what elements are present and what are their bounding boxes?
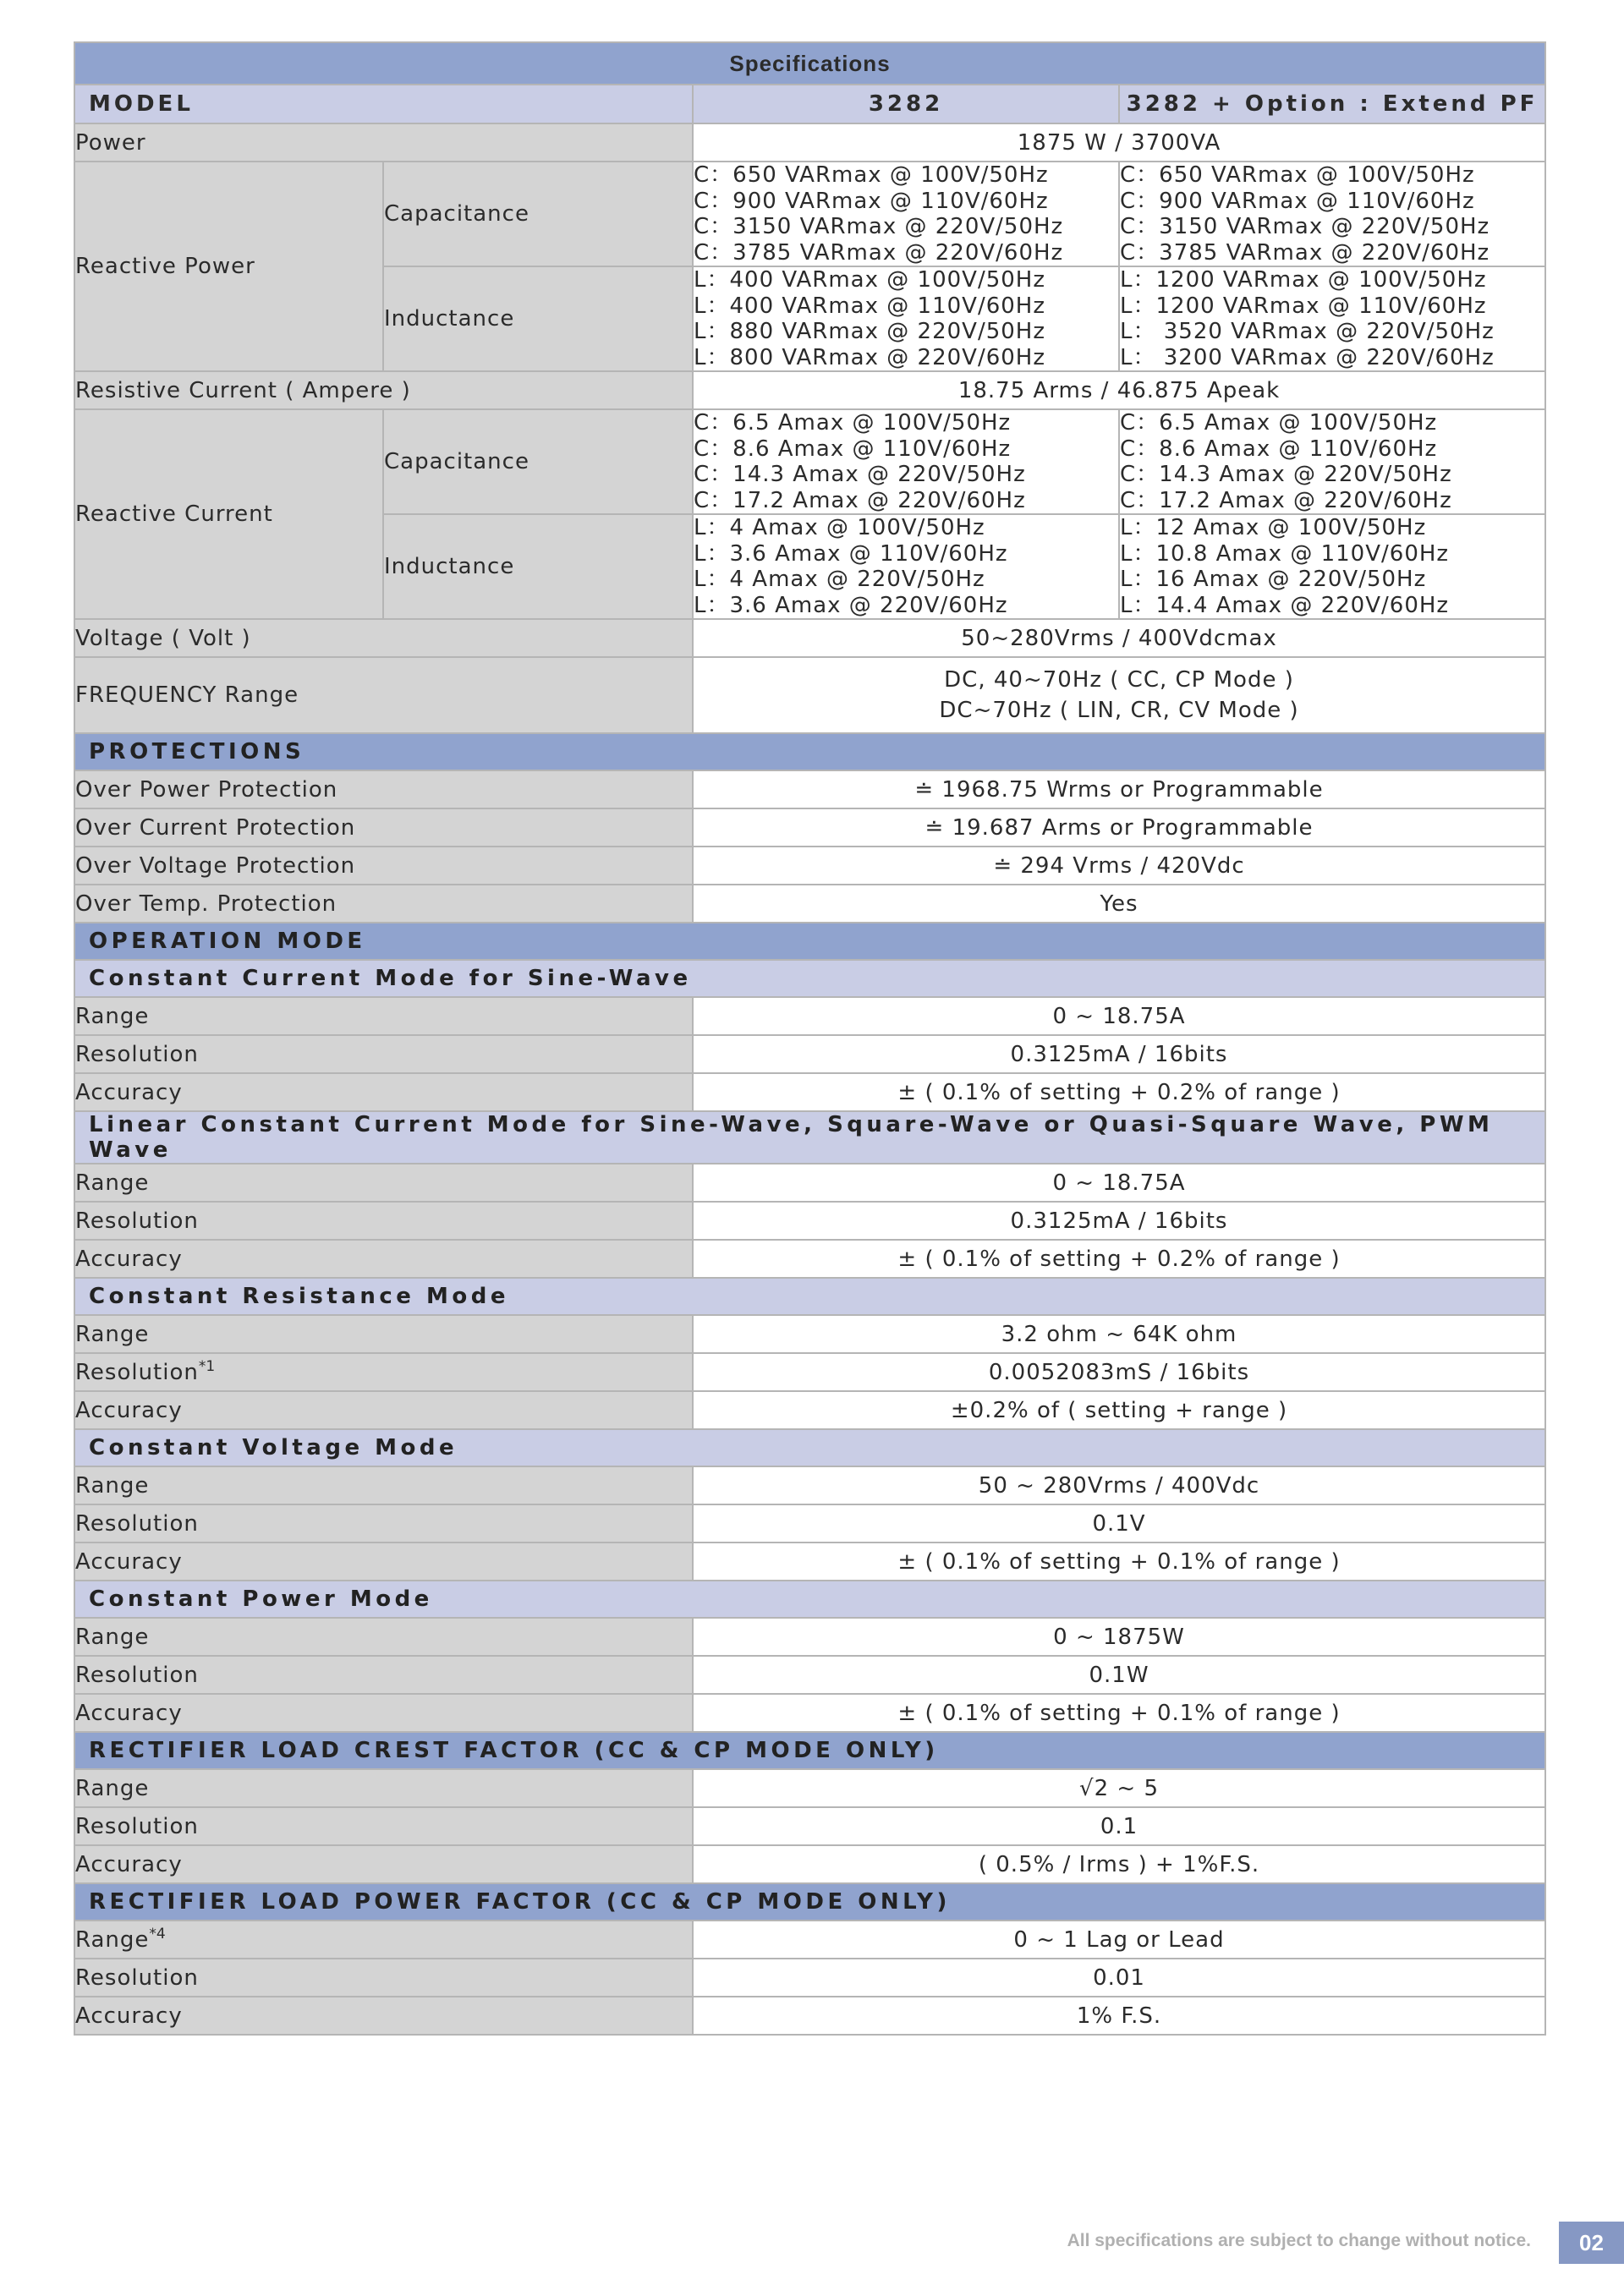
table-row: Over Voltage Protection ≐ 294 Vrms / 420Vdc (74, 847, 1545, 885)
table-row (74, 123, 1545, 162)
table-row: Range 3.2 ohm ~ 64K ohm (74, 1315, 1545, 1353)
footnote-marker: *4 (149, 1925, 166, 1943)
table-row: Accuracy ±0.2% of ( setting + range ) (74, 1391, 1545, 1429)
table-row: Resolution$^{*1}$ 0.0052083mS / 16bits (74, 1353, 1545, 1391)
section-operation-mode: OPERATION MODE (74, 923, 1545, 960)
table-row: Resolution 0.3125mA / 16bits (74, 1202, 1545, 1240)
subsection-cp-mode: Constant Power Mode (74, 1581, 1545, 1618)
table-row: Accuracy ± ( 0.1% of setting + 0.2% of range ) (74, 1240, 1545, 1278)
table-title: Specifications (74, 42, 1545, 85)
reactive-current-capacitance-extend: C：6.5 Amax @ 100V/50Hz C：8.6 Amax @ 110V/60Hz C：14.3 Amax @ 220V/50Hz C：17.2 Amax @ 220V/60Hz (1119, 409, 1545, 514)
footer-disclaimer: All specifications are subject to change without notice. (1067, 2231, 1531, 2250)
reactive-current-capacitance-label: Capacitance (383, 409, 693, 514)
subsection-cv-mode: Constant Voltage Mode (74, 1429, 1545, 1466)
table-row: Accuracy ( 0.5% / Irms ) + 1%F.S. (74, 1845, 1545, 1883)
reactive-current-inductance-3282: L：4 Amax @ 100V/50Hz L：3.6 Amax @ 110V/60Hz L：4 Amax @ 220V/50Hz L：3.6 Amax @ 220V/60Hz (693, 514, 1119, 619)
section-power-factor: RECTIFIER LOAD POWER FACTOR (CC & CP MODE ONLY) (74, 1883, 1545, 1921)
table-row: Resolution 0.1V (74, 1504, 1545, 1543)
reactive-current-inductance-extend: L：12 Amax @ 100V/50Hz L：10.8 Amax @ 110V/60Hz L：16 Amax @ 220V/50Hz L：14.4 Amax @ 220V/60Hz (1119, 514, 1545, 619)
table-row: Range$^{*4}$ 0 ~ 1 Lag or Lead (74, 1921, 1545, 1959)
section-crest-factor: RECTIFIER LOAD CREST FACTOR (CC & CP MODE ONLY) (74, 1732, 1545, 1769)
table-row: Resolution 0.1W (74, 1656, 1545, 1694)
voltage-value: 50~280Vrms / 400Vdcmax (693, 619, 1545, 657)
subsection-cc-mode: Constant Current Mode for Sine-Wave (74, 960, 1545, 997)
reactive-power-inductance-3282: L：400 VARmax @ 100V/50Hz L：400 VARmax @ 110V/60Hz L：880 VARmax @ 220V/50Hz L：800 VARmax @ 220V/60Hz (693, 266, 1119, 371)
table-row (74, 409, 1545, 514)
table-row (74, 162, 1545, 266)
section-protections: PROTECTIONS (74, 733, 1545, 770)
reactive-power-label: Reactive Power (74, 162, 383, 371)
resistive-current-value: 18.75 Arms / 46.875 Apeak (693, 371, 1545, 409)
table-row: Over Temp. Protection Yes (74, 885, 1545, 923)
page-number: 02 (1559, 2222, 1624, 2264)
voltage-label: Voltage ( Volt ) (74, 619, 693, 657)
table-row: Range 0 ~ 1875W (74, 1618, 1545, 1656)
frequency-label: FREQUENCY Range (74, 657, 693, 733)
reactive-power-capacitance-label: Capacitance (383, 162, 693, 266)
power-value: 1875 W / 3700VA (693, 123, 1545, 162)
table-row: Over Power Protection ≐ 1968.75 Wrms or Programmable (74, 770, 1545, 808)
reactive-current-label: Reactive Current (74, 409, 383, 619)
table-row: Range 50 ~ 280Vrms / 400Vdc (74, 1466, 1545, 1504)
model-3282: 3282 (693, 85, 1119, 123)
reactive-power-inductance-extend: L：1200 VARmax @ 100V/50Hz L：1200 VARmax @ 110V/60Hz L： 3520 VARmax @ 220V/50Hz L： 3200 VARmax @ 220V/60Hz (1119, 266, 1545, 371)
table-row (74, 371, 1545, 409)
table-row: Over Current Protection ≐ 19.687 Arms or Programmable (74, 808, 1545, 847)
table-row: Resolution 0.1 (74, 1807, 1545, 1845)
reactive-power-inductance-label: Inductance (383, 266, 693, 371)
frequency-value: DC, 40~70Hz ( CC, CP Mode ) DC~70Hz ( LIN, CR, CV Mode ) (693, 657, 1545, 733)
table-row: Accuracy ± ( 0.1% of setting + 0.2% of range ) (74, 1073, 1545, 1111)
table-row: Range 0 ~ 18.75A (74, 997, 1545, 1035)
reactive-power-capacitance-extend: C：650 VARmax @ 100V/50Hz C：900 VARmax @ 110V/60Hz C：3150 VARmax @ 220V/50Hz C：3785 VARmax @ 220V/60Hz (1119, 162, 1545, 266)
reactive-current-capacitance-3282: C：6.5 Amax @ 100V/50Hz C：8.6 Amax @ 110V/60Hz C：14.3 Amax @ 220V/50Hz C：17.2 Amax @ 220V/60Hz (693, 409, 1119, 514)
table-row (74, 657, 1545, 733)
table-row: Accuracy ± ( 0.1% of setting + 0.1% of range ) (74, 1543, 1545, 1581)
table-row: Accuracy 1% F.S. (74, 1997, 1545, 2035)
subsection-cr-mode: Constant Resistance Mode (74, 1278, 1545, 1315)
model-label: MODEL (74, 85, 693, 123)
specifications-table (74, 41, 1546, 2036)
table-row: Resolution 0.01 (74, 1959, 1545, 1997)
power-label: Power (74, 123, 693, 162)
subsection-lcc-mode: Linear Constant Current Mode for Sine-Wave, Square-Wave or Quasi-Square Wave, PWM Wave (74, 1111, 1545, 1164)
table-row (74, 619, 1545, 657)
resistive-current-label: Resistive Current ( Ampere ) (74, 371, 693, 409)
footnote-marker: *1 (198, 1357, 216, 1375)
reactive-power-capacitance-3282: C：650 VARmax @ 100V/50Hz C：900 VARmax @ 110V/60Hz C：3150 VARmax @ 220V/50Hz C：3785 VARmax @ 220V/60Hz (693, 162, 1119, 266)
reactive-current-inductance-label: Inductance (383, 514, 693, 619)
table-row: Resolution 0.3125mA / 16bits (74, 1035, 1545, 1073)
model-3282-extend-pf: 3282 + Option : Extend PF (1119, 85, 1545, 123)
table-row: Range 0 ~ 18.75A (74, 1164, 1545, 1202)
table-row: Accuracy ± ( 0.1% of setting + 0.1% of range ) (74, 1694, 1545, 1732)
table-row: Range √2 ~ 5 (74, 1769, 1545, 1807)
